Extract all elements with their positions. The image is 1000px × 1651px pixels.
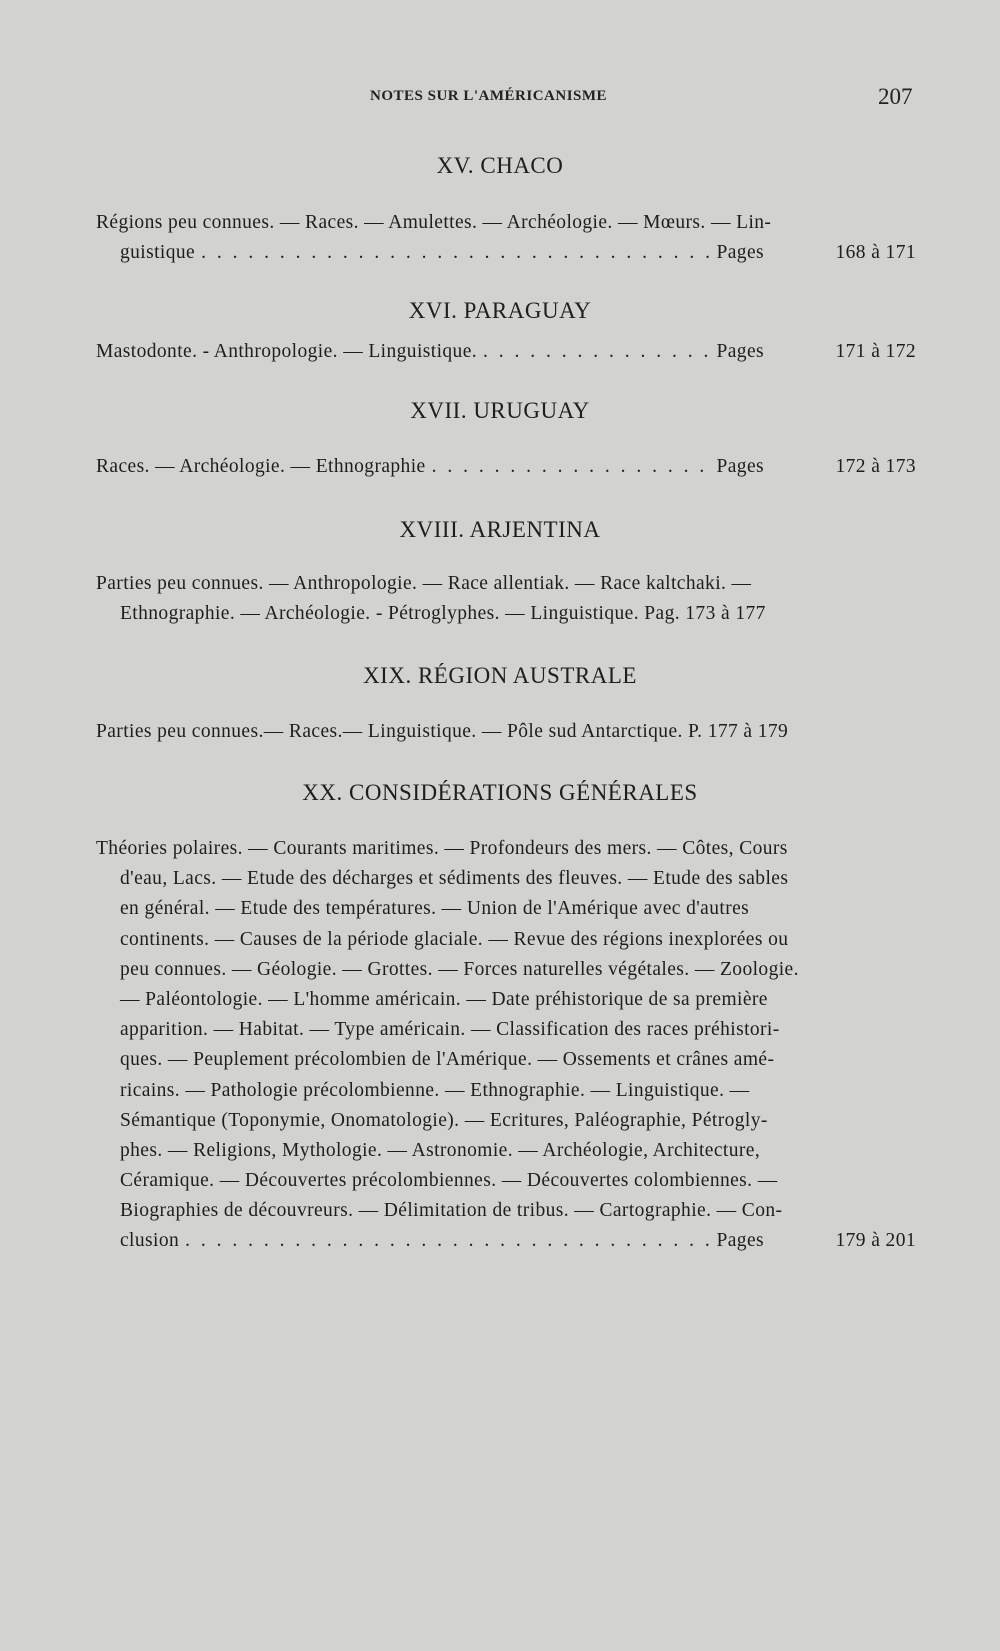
entry-text: Parties peu connues.— Races.— Linguistique. — Pôle sud Antarctique. P. 177 à 179 [96,721,789,742]
entry-line [96,717,916,747]
entry-text: clusion [120,1230,180,1252]
dot-leader [432,452,711,482]
entry-line [96,1196,916,1226]
entry-line [96,1076,916,1106]
entry-text: — Paléontologie. — L'homme américain. — Date préhistorique de sa première [120,988,768,1010]
section-title-uruguay: XVII. URUGUAY [410,398,590,423]
section-entry-region-australe [96,717,916,747]
page-number: 207 [878,84,913,109]
entry-line [96,208,916,238]
dot-leader [185,1226,710,1256]
entry-text: peu connues. — Géologie. — Grottes. — Forces naturelles végétales. — Zoologie. [120,958,799,980]
entry-line [96,925,916,955]
pages-range: 179 à 201 [835,1230,916,1252]
pages-label: Pages [716,456,764,477]
entry-text: Mastodonte. - Anthropologie. — Linguistique. [96,341,478,362]
section-title-paraguay: XVI. PARAGUAY [408,298,592,323]
entry-line [96,337,916,367]
entry-line [96,864,916,894]
entry-text: guistique [120,242,196,264]
entry-line [96,985,916,1015]
entry-line [96,1106,916,1136]
section-entry-uruguay [96,452,916,482]
pages-range: 171 à 172 [835,341,916,362]
running-head: NOTES SUR L'AMÉRICANISME [370,88,608,104]
pages-label: Pages [716,1230,764,1252]
entry-text: ques. — Peuplement précolombien de l'Amérique. — Ossements et crânes amé- [120,1049,775,1071]
pages-label: Pages [716,341,764,362]
entry-line [96,599,916,629]
section-entry-chaco [96,208,916,268]
entry-line [96,894,916,924]
entry-text: continents. — Causes de la période glaciale. — Revue des régions inexplorées ou [120,928,789,950]
entry-line [96,1136,916,1166]
section-entry-considerations-generales [96,834,916,1257]
entry-text: ricains. — Pathologie précolombienne. — Ethnographie. — Linguistique. — [120,1079,750,1101]
entry-text: Parties peu connues. — Anthropologie. — Race allentiak. — Race kaltchaki. — [96,573,752,594]
section-title-chaco: XV. CHACO [436,153,564,178]
entry-line [96,1015,916,1045]
pages-range: 172 à 173 [835,456,916,477]
pages-range: 168 à 171 [835,242,916,264]
section-title-considerations-generales: XX. CONSIDÉRATIONS GÉNÉRALES [302,780,698,805]
entry-line [96,1226,916,1256]
entry-text: Céramique. — Découvertes précolombiennes. — Découvertes colombiennes. — [120,1170,778,1192]
entry-text: Biographies de découvreurs. — Délimitation de tribus. — Cartographie. — Con- [120,1200,783,1222]
entry-line [96,955,916,985]
entry-text: apparition. — Habitat. — Type américain. — Classification des races préhistori- [120,1019,780,1041]
entry-text: Races. — Archéologie. — Ethnographie [96,456,426,477]
entry-line [96,1045,916,1075]
entry-text: phes. — Religions, Mythologie. — Astronomie. — Archéologie, Architecture, [120,1139,761,1161]
section-title-region-australe: XIX. RÉGION AUSTRALE [363,663,637,688]
entry-line [96,834,916,864]
entry-text: d'eau, Lacs. — Etude des décharges et sédiments des fleuves. — Etude des sables [120,868,789,890]
entry-line [96,238,916,268]
dot-leader [483,337,710,367]
entry-line [96,1166,916,1196]
entry-text: Sémantique (Toponymie, Onomatologie). — Ecritures, Paléographie, Pétrogly- [120,1109,768,1131]
entry-line [96,569,916,599]
entry-text: Ethnographie. — Archéologie. - Pétroglyphes. — Linguistique. Pag. 173 à 177 [120,603,766,625]
dot-leader [201,238,710,268]
entry-text: Théories polaires. — Courants maritimes. — Profondeurs des mers. — Côtes, Cours [96,838,788,859]
section-entry-arjentina [96,569,916,629]
pages-label: Pages [716,242,764,264]
entry-line [96,452,916,482]
entry-text: Régions peu connues. — Races. — Amulettes. — Archéologie. — Mœurs. — Lin- [96,212,772,233]
section-entry-paraguay [96,337,916,367]
section-title-arjentina: XVIII. ARJENTINA [399,517,601,542]
entry-text: en général. — Etude des températures. — Union de l'Amérique avec d'autres [120,898,750,920]
